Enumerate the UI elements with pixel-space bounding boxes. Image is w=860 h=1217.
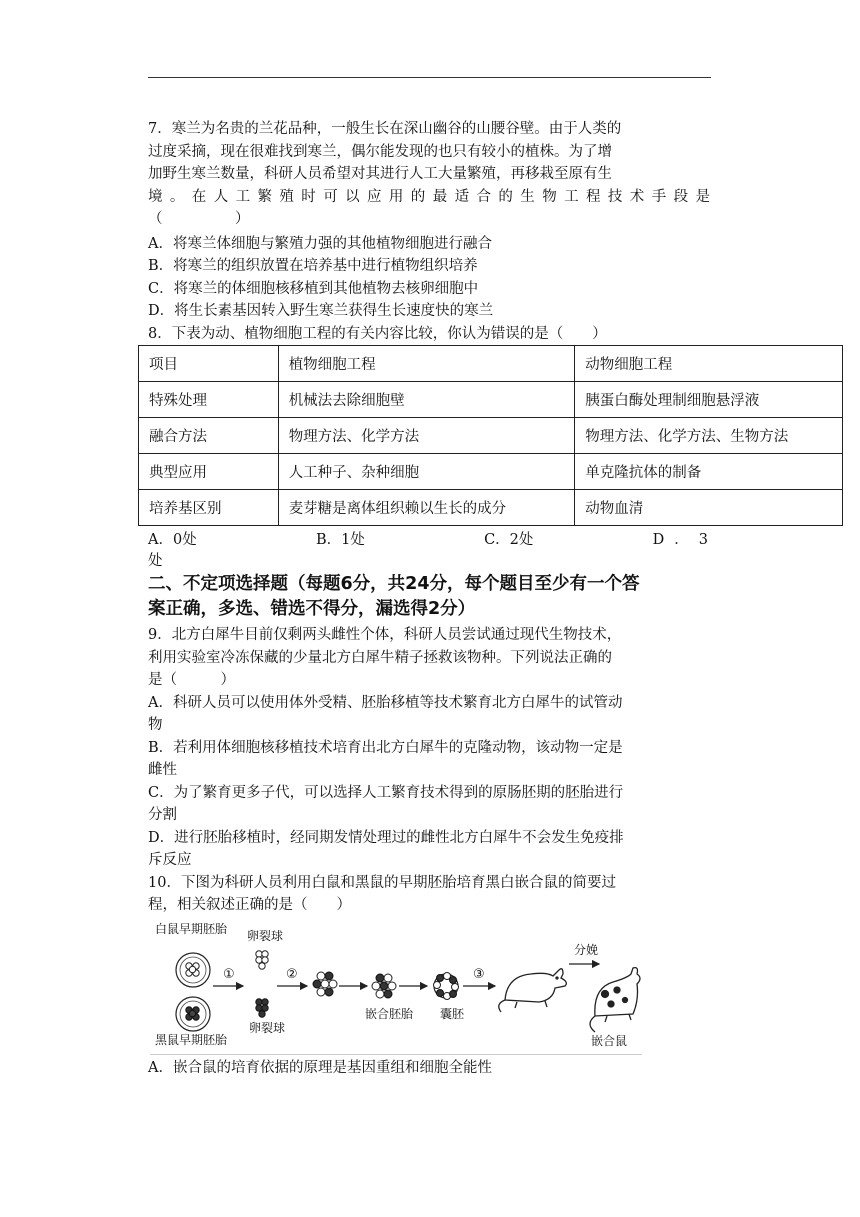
header-rule [148,77,711,78]
q7-option-c: C．将寒兰的体细胞核移植到其他植物去核卵细胞中 [148,280,479,297]
blastomere-bottom-icon [256,999,268,1017]
table-cell: 物理方法、化学方法、生物方法 [575,418,843,454]
q9-line: 9．北方白犀牛目前仅剩两头雌性个体，科研人员尝试通过现代生物技术， [148,627,622,643]
q9-line: C．为了繁育更多子代，可以选择人工繁育技术得到的原肠胚期的胚胎进行 [148,784,624,801]
blastomere-top-label: 卵裂球 [247,929,284,943]
chimeric-embryo-icon [372,974,396,998]
question-9-10 [148,624,718,917]
q9-line: 利用实验室冷冻保藏的少量北方白犀牛精子拯救该物种。下列说法正确的 [148,649,612,666]
q8-option-a: A．0处 [148,532,197,548]
q9-line: 雌性 [148,762,177,778]
table-cell: 机械法去除细胞壁 [278,382,575,418]
table-row [139,382,843,418]
q9-line: 物 [148,717,163,733]
q10-line: 10．下图为科研人员利用白鼠和黑鼠的早期胚胎培育黑白嵌合鼠的简要过 [148,874,616,891]
black-embryo-icon [176,997,210,1031]
table-row [139,346,843,382]
table-cell: 典型应用 [139,454,279,490]
q7-option-b: B．将寒兰的组织放置在培养基中进行植物组织培养 [148,258,478,274]
q7-line: 7．寒兰为名贵的兰花品种，一般生长在深山幽谷的山腰谷壁。由于人类的 [148,121,622,137]
blastocyst-label: 囊胚 [440,1007,465,1021]
q9-line: D．进行胚胎移植时，经同期发情处理过的雌性北方白犀牛不会发生免疫排 [148,829,624,846]
q7-line: 过度采摘，现在很难找到寒兰，偶尔能发现的也只有较小的植株。为了增 [148,143,612,160]
q9-line: B．若利用体细胞核移植技术培育出北方白犀牛的克隆动物，该动物一定是 [148,739,623,756]
mixed-blastomere-icon [313,972,337,996]
q8-option-b: B．1处 [315,532,365,548]
table-cell: 培养基区别 [139,490,279,526]
q9-line: 是（ ） [148,672,235,688]
question-7 [148,118,728,345]
blastomere-top-icon [256,951,268,969]
table-cell: 物理方法、化学方法 [278,418,575,454]
step-3-label: ③ [473,967,485,982]
blastomere-bottom-label: 卵裂球 [249,1021,286,1035]
table-cell: 麦芽糖是离体组织赖以生长的成分 [278,490,575,526]
section-2-heading [148,572,728,622]
q8-option-d-wrap: 处 [148,553,163,569]
chimeric-mouse-label: 嵌合鼠 [591,1034,628,1048]
chimeric-mouse-diagram [155,920,643,1055]
delivery-label: 分娩 [574,943,599,957]
q9-line: 斥反应 [148,852,192,868]
table-row [139,454,843,490]
table-cell: 胰蛋白酶处理制细胞悬浮液 [575,382,843,418]
q7-answer-blank: （ ） [148,211,250,227]
comparison-table [138,345,843,526]
q10-option-a: A．嵌合鼠的培育依据的原理是基因重组和细胞全能性 [148,1060,492,1076]
q8-options [148,530,718,572]
table-cell: 植物细胞工程 [278,346,575,382]
figure-bottom-rule [150,1054,642,1055]
table-cell: 融合方法 [139,418,279,454]
chimeric-embryo-label: 嵌合胚胎 [365,1007,414,1021]
table-cell: 特殊处理 [139,382,279,418]
q8-option-d: D．3 [652,532,718,548]
step-1-label: ① [223,967,235,982]
table-row [139,490,843,526]
q8-stem: 8．下表为动、植物细胞工程的有关内容比较，你认为错误的是（ ） [148,325,607,342]
white-embryo-label: 白鼠早期胚胎 [155,922,228,936]
table-cell: 人工种子、杂种细胞 [278,454,575,490]
table-cell: 动物细胞工程 [575,346,843,382]
q7-option-a: A．将寒兰体细胞与繁殖力强的其他植物细胞进行融合 [148,235,492,252]
black-embryo-label: 黑鼠早期胚胎 [155,1033,228,1047]
q7-option-d: D．将生长素基因转入野生寒兰获得生长速度快的寒兰 [148,303,494,319]
table-cell: 动物血清 [575,490,843,526]
chimeric-mouse-icon [590,968,640,1032]
step-2-label: ② [286,967,298,982]
section-heading-line: 案正确，多选、错选不得分，漏选得2分） [148,599,476,619]
white-embryo-icon [176,953,210,987]
q9-line: A．科研人员可以使用体外受精、胚胎移植等技术繁育北方白犀牛的试管动 [148,694,623,711]
surrogate-mouse-icon [499,969,567,1012]
table-row [139,418,843,454]
q9-line: 分割 [148,807,177,823]
q10-line: 程，相关叙述正确的是（ ） [148,897,351,913]
table-cell: 单克隆抗体的制备 [575,454,843,490]
blastocyst-icon [434,973,459,1000]
q7-line: 加野生寒兰数量，科研人员希望对其进行人工大量繁殖，再移栽至原有生 [148,166,612,182]
q8-option-c: C．2处 [484,532,534,548]
table-cell: 项目 [139,346,279,382]
q7-line: 境。在人工繁殖时可以应用的最适合的生物工程技术手段是 [148,188,710,205]
section-heading-line: 二、不定项选择题（每题6分，共24分，每个题目至少有一个答 [148,574,640,594]
